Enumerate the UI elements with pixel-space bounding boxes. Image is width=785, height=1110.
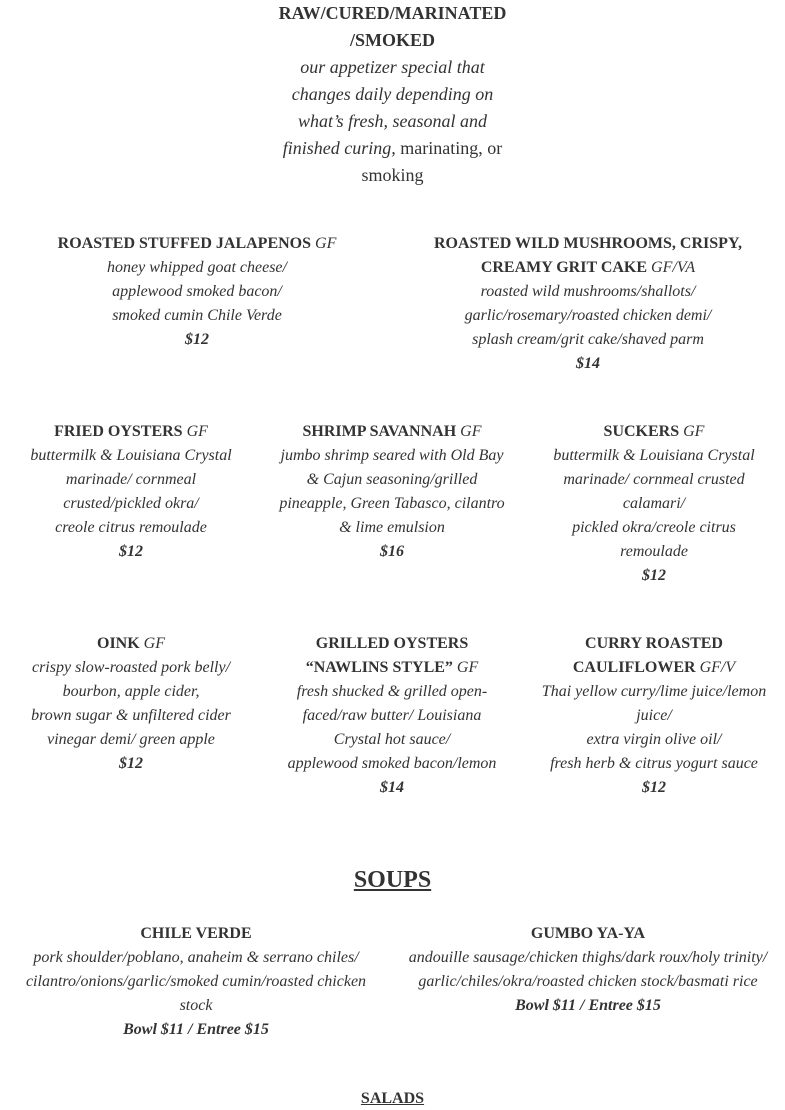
item-name: GUMBO YA-YA [530,925,646,942]
description-line: andouille sausage/chicken thighs/dark roux/holy trinity/ [408,949,768,966]
item-name: ROASTED STUFFED JALAPENOS [57,235,312,252]
appetizer-special-header [0,0,785,189]
item-price: $12 [185,331,209,348]
item-name: CURRY ROASTED [585,635,723,652]
item-name: FRIED OYSTERS [54,423,183,440]
description-line: garlic/rosemary/roasted chicken demi/ [464,307,712,324]
dietary-tag: GF [456,659,479,676]
description-line: crusted/pickled okra/ [63,495,199,512]
description-line: vinegar demi/ green apple [47,731,215,748]
item-price: $14 [576,355,600,372]
menu-item-oink [14,632,248,776]
item-name-line2: “NAWLINS STYLE” [305,659,453,676]
dietary-tag: GF/V [699,659,736,676]
description-line: fresh herb & citrus yogurt sauce [550,755,758,772]
description-line: calamari/ [622,495,686,512]
description-line: splash cream/grit cake/shaved parm [472,331,704,348]
description-line: marinade/ cornmeal crusted [563,471,745,488]
menu-item-chile-verde [20,922,372,1042]
item-description [270,444,514,540]
item-price: $12 [119,755,143,772]
dietary-tag: GF [460,423,482,440]
description-line: creole citrus remoulade [55,519,207,536]
special-title-line2: /SMOKED [349,30,435,50]
special-subtitle-italic: our appetizer special that changes daily depending on what’s fresh, seasonal and finished curing, [282,57,494,158]
description-line: pork shoulder/poblano, anaheim & serrano chiles/ [33,949,359,966]
description-line: brown sugar & unfiltered cider [31,707,231,724]
item-price: $12 [642,567,666,584]
menu-item-shrimp-savannah [270,420,514,564]
description-line: pickled okra/creole citrus [572,519,736,536]
item-name: SHRIMP SAVANNAH [302,423,457,440]
menu-item-grilled-oysters [270,632,514,800]
menu-item-suckers [538,420,770,588]
item-description [20,946,372,1018]
item-name: OINK [97,635,140,652]
menu-item-gumbo-ya-ya [398,922,778,1018]
special-subtitle [273,54,513,189]
item-description [22,256,372,328]
dietary-tag: GF/VA [651,259,696,276]
menu-item-fried-oysters [14,420,248,564]
description-line: buttermilk & Louisiana Crystal [30,447,232,464]
soups-heading: SOUPS [353,867,432,893]
description-line: Thai yellow curry/lime juice/lemon [541,683,767,700]
salads-heading: SALADS [360,1090,425,1107]
description-line: & lime emulsion [339,519,445,536]
description-line: & Cajun seasoning/grilled [306,471,478,488]
description-line: smoked cumin Chile Verde [112,307,282,324]
menu-item-curry-cauliflower [530,632,778,800]
item-description [14,656,248,752]
description-line: pineapple, Green Tabasco, cilantro [279,495,505,512]
description-line: garlic/chiles/okra/roasted chicken stock/basmati rice [418,973,758,990]
menu-item-jalapenos [22,232,372,352]
item-description [538,444,770,564]
description-line: stock [179,997,213,1014]
item-description [270,680,514,776]
item-name: SUCKERS [603,423,680,440]
description-line: jumbo shrimp seared with Old Bay [280,447,504,464]
description-line: faced/raw butter/ Louisiana [302,707,482,724]
description-line: marinade/ cornmeal [65,471,197,488]
special-title-line1: RAW/CURED/MARINATED [278,3,507,23]
dietary-tag: GF [683,423,705,440]
menu-item-wild-mushrooms [405,232,771,376]
item-price: $12 [642,779,666,796]
description-line: cilantro/onions/garlic/smoked cumin/roasted chicken [25,973,367,990]
item-price: $14 [380,779,404,796]
description-line: bourbon, apple cider, [62,683,200,700]
item-name: CHILE VERDE [140,925,252,942]
description-line: roasted wild mushrooms/shallots/ [480,283,696,300]
description-line: fresh shucked & grilled open- [296,683,488,700]
item-name-line2: CAULIFLOWER [572,659,696,676]
item-description [530,680,778,776]
dietary-tag: GF [315,235,337,252]
description-line: Crystal hot sauce/ [333,731,451,748]
item-name: GRILLED OYSTERS [315,635,469,652]
dietary-tag: GF [186,423,208,440]
description-line: juice/ [636,707,672,724]
item-name: ROASTED WILD MUSHROOMS, CRISPY, [433,235,743,252]
description-line: remoulade [620,543,688,560]
description-line: honey whipped goat cheese/ [107,259,287,276]
special-subtitle-plain: marinating, or smoking [361,138,503,185]
description-line: applewood smoked bacon/ [112,283,282,300]
dietary-tag: GF [143,635,165,652]
item-price: $12 [119,543,143,560]
description-line: extra virgin olive oil/ [586,731,722,748]
item-price: $16 [380,543,404,560]
item-description [405,280,771,352]
description-line: crispy slow-roasted pork belly/ [31,659,231,676]
description-line: buttermilk & Louisiana Crystal [553,447,755,464]
item-price: Bowl $11 / Entree $15 [123,1021,269,1038]
item-name-line2: CREAMY GRIT CAKE [480,259,648,276]
special-title [263,0,523,54]
description-line: applewood smoked bacon/lemon [287,755,497,772]
item-price: Bowl $11 / Entree $15 [515,997,661,1014]
item-description [398,946,778,994]
item-description [14,444,248,540]
